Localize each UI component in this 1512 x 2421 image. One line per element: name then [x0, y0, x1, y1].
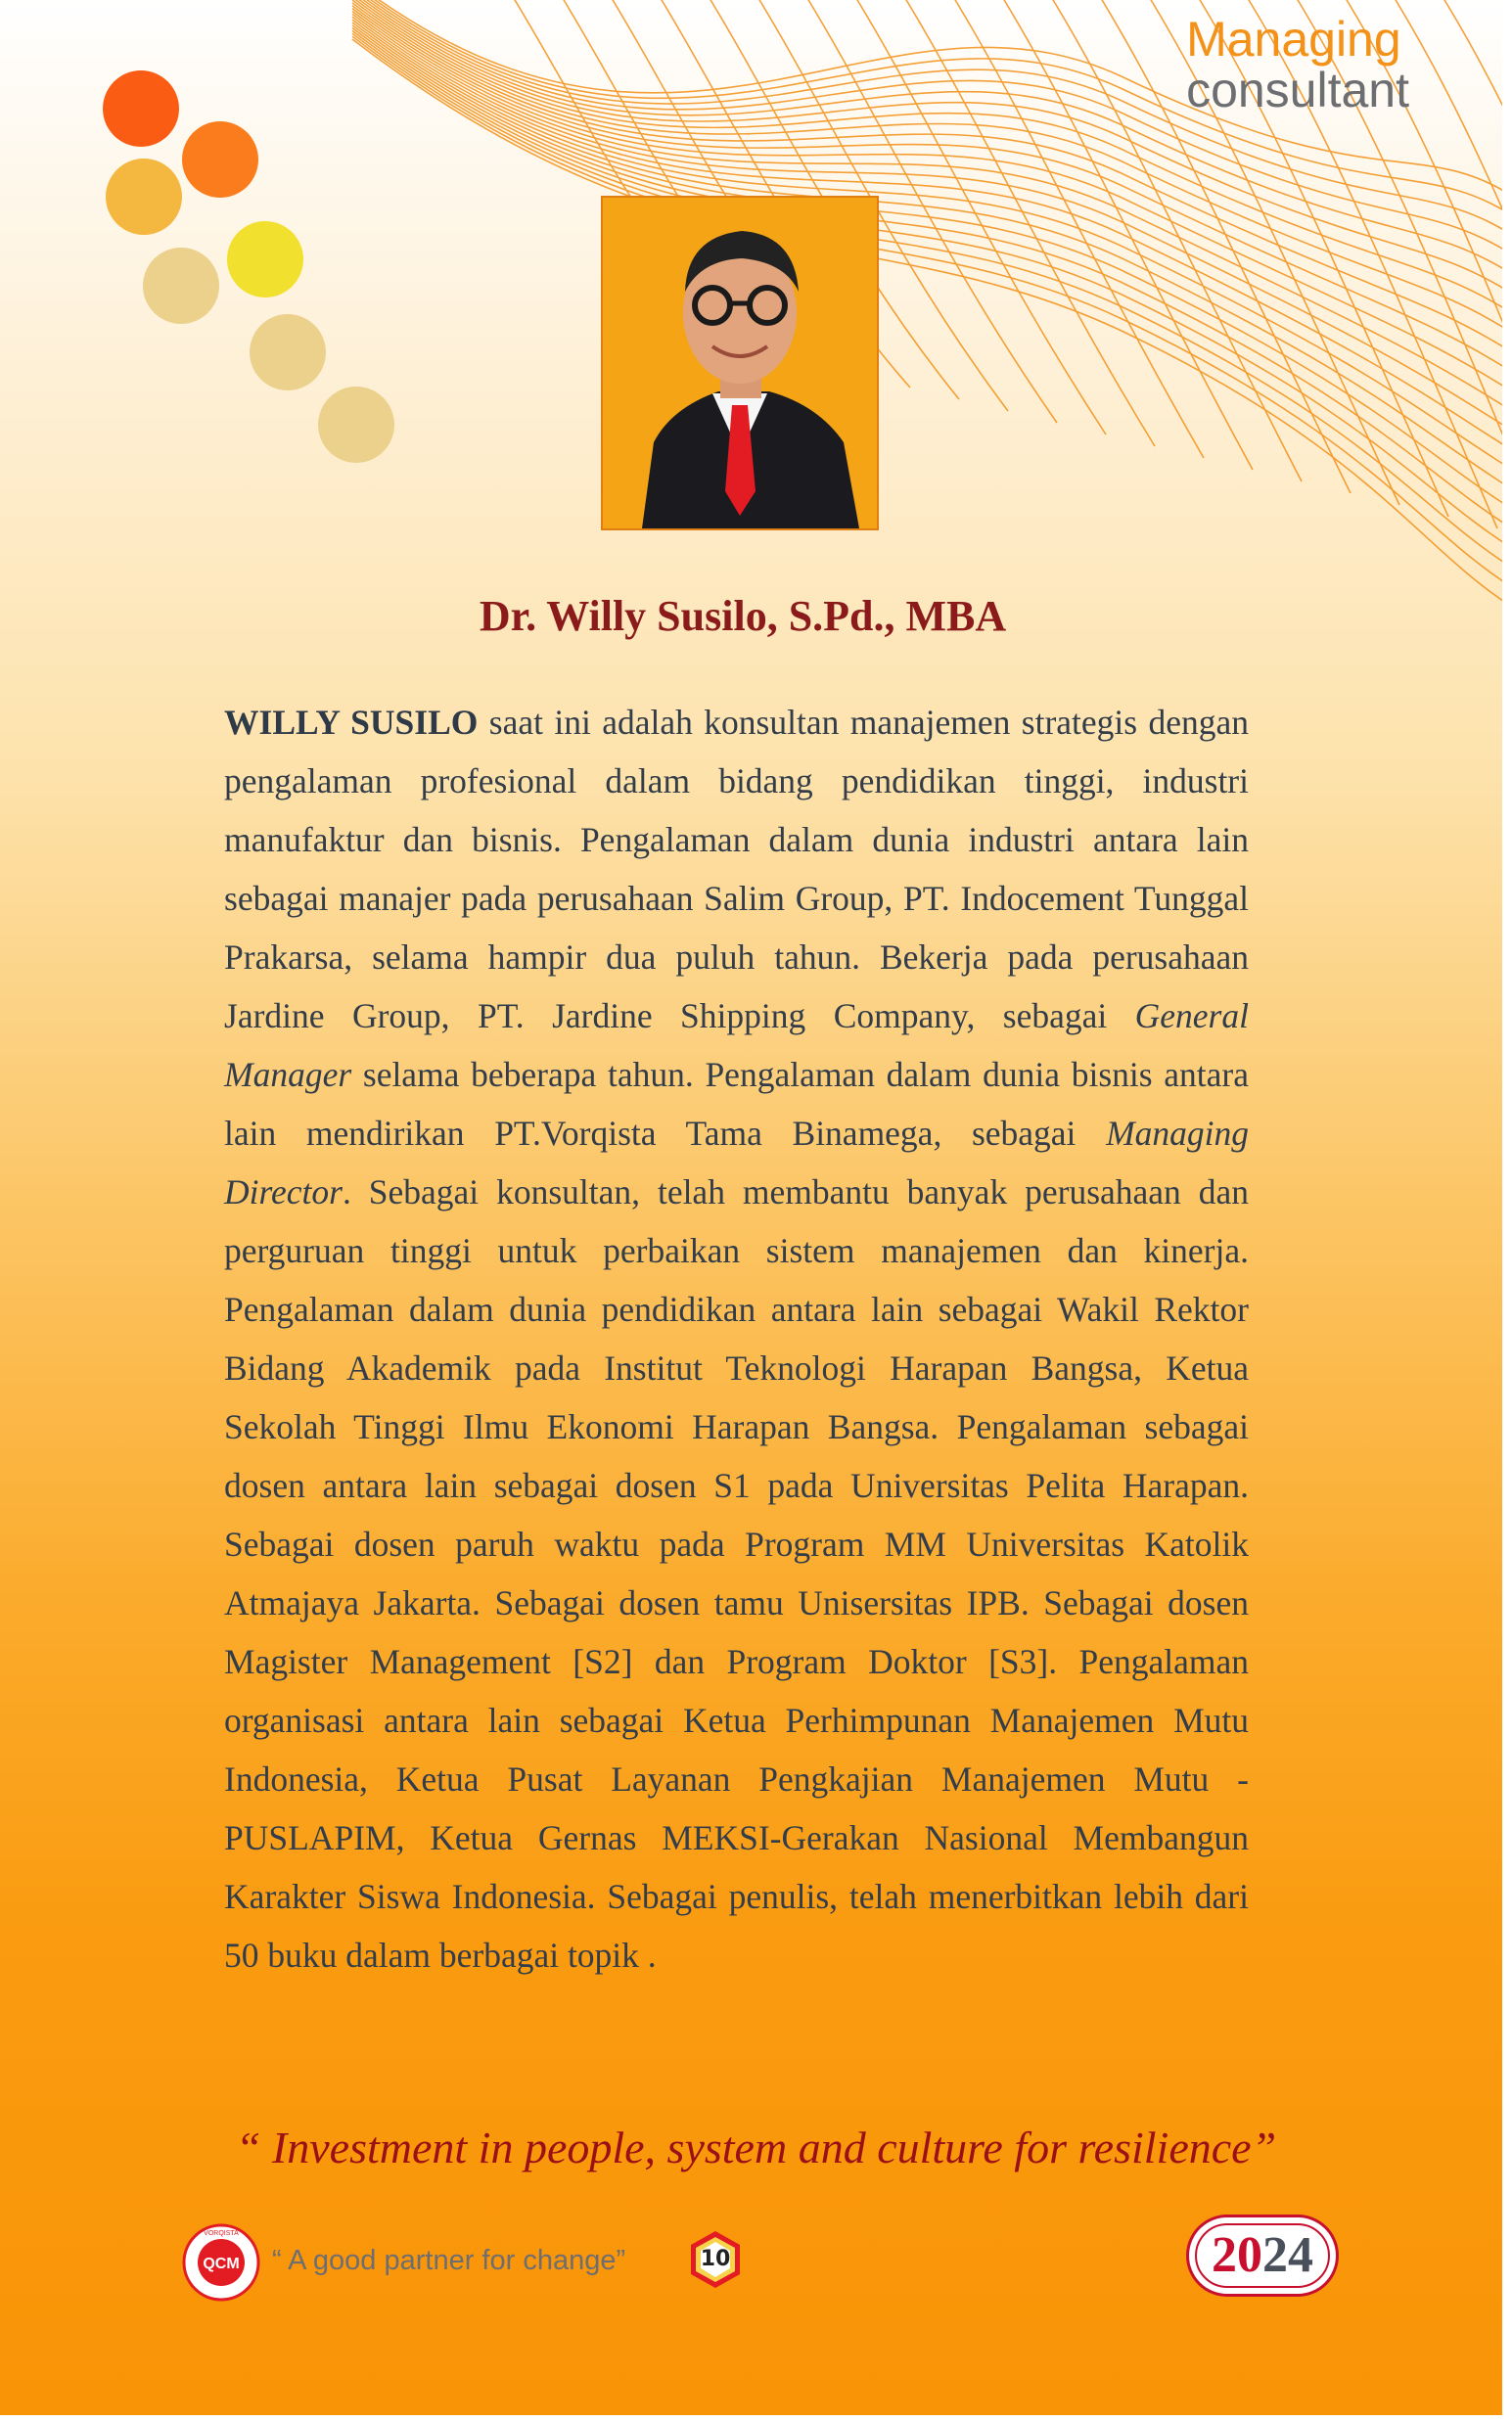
mesh-cross-line — [851, 0, 1106, 434]
decorative-circle — [143, 248, 219, 324]
year-label — [1186, 2215, 1339, 2297]
mesh-curve — [352, 36, 1512, 587]
qcm-logo — [182, 2223, 260, 2302]
decorative-circle — [106, 159, 182, 235]
decorative-circle — [227, 221, 303, 297]
biography-emphasis-1: General Manager — [224, 996, 1249, 1094]
mesh-curve — [352, 39, 1512, 607]
decorative-circle — [103, 70, 179, 147]
mesh-cross-line — [1439, 0, 1512, 575]
right-page-border — [1502, 0, 1512, 2421]
decorative-circle — [318, 387, 394, 463]
decorative-circle — [182, 121, 258, 198]
qcm-logo-ring-text: VORQISTA — [204, 2230, 239, 2237]
bottom-page-border — [0, 2415, 1512, 2421]
section-header-line1: Managing — [1186, 12, 1401, 67]
biography-text-3: . Sebagai konsultan, telah membantu banyak perusahaan dan perguruan tinggi untuk perbaikan sistem manajemen dan kinerja. Pengalaman dalam dunia pendidikan antara lain sebagai Wakil Rektor Bidang Akademik pada Institut Teknologi Harapan Bangsa, Ketua Sekolah Tinggi Ilmu Ekonomi Harapan Bangsa. Pengalaman sebagai dosen antara lain sebagai dosen S1 pada Universitas Pelita Harapan. Sebagai dosen paruh waktu pada Program MM Universitas Katolik Atmajaya Jakarta. Sebagai dosen tamu Unisersitas IPB. Sebagai dosen Magister Management [S2] dan Program Doktor [S3]. Pengalaman organisasi antara lain sebagai Ketua Perhimpunan Manajemen Mutu Indonesia, Ketua Pusat Layanan Pengkajian Manajemen Mutu - PUSLAPIM, Ketua Gernas MEKSI-Gerakan Nasional Membangun Karakter Siswa Indonesia. Sebagai penulis, telah menerbitkan lebih dari 50 buku dalam berbagai topik . — [224, 1172, 1249, 1975]
profile-photo — [601, 196, 879, 530]
motto-quote: “ Investment in people, system and culture for resilience” — [235, 2123, 1277, 2172]
footer-tagline: “ A good partner for change” — [272, 2245, 626, 2276]
portrait-photo-icon — [603, 198, 877, 528]
biography-emphasis-2: Managing Director — [224, 1114, 1249, 1211]
decorative-circle — [250, 314, 326, 390]
biography-paragraph — [224, 693, 1249, 1985]
year-part-2: 24 — [1262, 2227, 1313, 2283]
year-part-1: 20 — [1212, 2227, 1262, 2283]
qcm-logo-text: QCM — [203, 2256, 240, 2272]
page-number: 10 — [700, 2247, 731, 2271]
section-header — [1186, 14, 1409, 115]
profile-name: Dr. Willy Susilo, S.Pd., MBA — [479, 592, 1007, 640]
mesh-cross-line — [900, 0, 1155, 446]
biography-text-1: saat ini adalah konsultan manajemen strategis dengan pengalaman profesional dalam bidang pendidikan tinggi, industri manufaktur dan bisnis. Pengalaman dalam dunia industri antara lain sebagai manajer pada perusahaan Salim Group, PT. Indocement Tunggal Prakarsa, selama hampir dua puluh tahun. Bekerja pada perusahaan Jardine Group, PT. Jardine Shipping Company, sebagai — [224, 703, 1249, 1035]
mesh-cross-line — [949, 0, 1204, 458]
section-header-line2: consultant — [1186, 63, 1409, 117]
biography-lead: WILLY SUSILO — [224, 703, 479, 742]
biography-text-2: selama beberapa tahun. Pengalaman dalam dunia bisnis antara lain mendirikan PT.Vorqista Tama Binamega, sebagai — [224, 1055, 1249, 1153]
